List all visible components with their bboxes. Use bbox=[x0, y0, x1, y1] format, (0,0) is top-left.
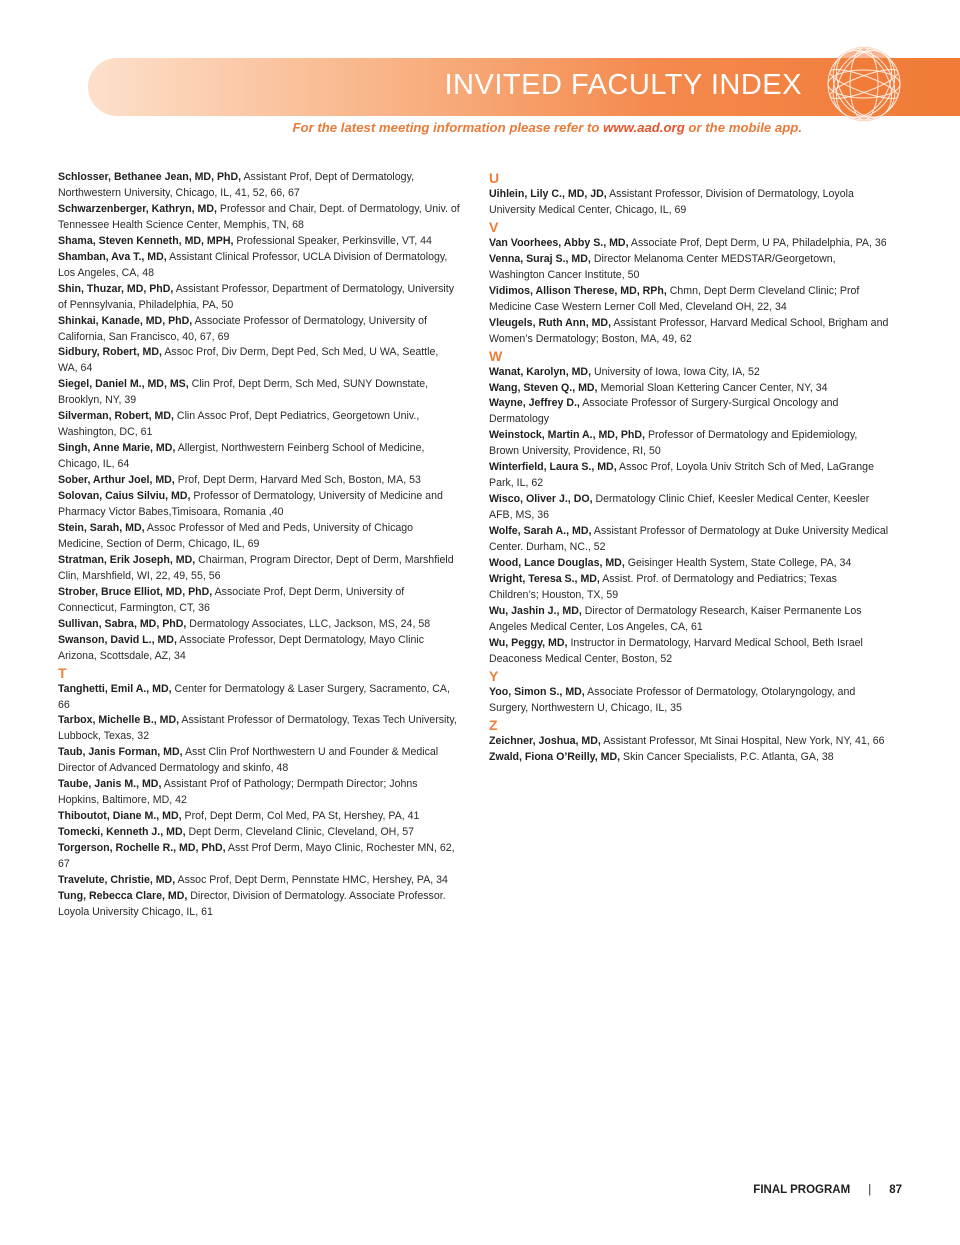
faculty-affiliation: Clin Assoc Prof, Dept Pediatrics, Georgetown Univ., Washington, DC, 61 bbox=[58, 410, 420, 439]
faculty-name: Tomecki, Kenneth J., MD, bbox=[58, 826, 186, 839]
faculty-entry bbox=[58, 553, 460, 585]
faculty-affiliation: Assistant Professor, Department of Dermatology, University of Pennsylvania, Philadelphia, PA, 50 bbox=[58, 282, 455, 311]
faculty-entry bbox=[58, 314, 460, 346]
faculty-entry bbox=[58, 682, 460, 714]
faculty-entry bbox=[489, 428, 889, 460]
faculty-name: Shamban, Ava T., MD, bbox=[58, 250, 167, 263]
section-letter: Z bbox=[489, 716, 498, 733]
faculty-affiliation: Associate Professor, Dept Dermatology, Mayo Clinic Arizona, Scottsdale, AZ, 34 bbox=[58, 633, 424, 662]
faculty-list-right-column bbox=[489, 170, 889, 766]
faculty-entry bbox=[58, 282, 460, 314]
faculty-name: Torgerson, Rochelle R., MD, PhD, bbox=[58, 842, 226, 855]
faculty-name: Strober, Bruce Elliot, MD, PhD, bbox=[58, 585, 213, 598]
faculty-name: Silverman, Robert, MD, bbox=[58, 410, 174, 423]
faculty-affiliation: Director of Dermatology Research, Kaiser Permanente Los Angeles Medical Center, Los Angeles, CA, 61 bbox=[489, 604, 862, 633]
faculty-name: Stratman, Erik Joseph, MD, bbox=[58, 553, 196, 566]
faculty-entry bbox=[58, 489, 460, 521]
faculty-entry bbox=[489, 734, 889, 750]
faculty-entry bbox=[489, 236, 889, 252]
faculty-entry bbox=[489, 750, 889, 766]
faculty-entry bbox=[58, 521, 460, 553]
faculty-entry bbox=[489, 381, 889, 397]
faculty-name: Wang, Steven Q., MD, bbox=[489, 381, 598, 394]
faculty-entry bbox=[58, 234, 460, 250]
faculty-affiliation: Chmn, Dept Derm Cleveland Clinic; Prof Medicine Case Western Lerner Coll Med, Cleveland OH, 22, 34 bbox=[489, 284, 860, 313]
faculty-name: Vidimos, Allison Therese, MD, RPh, bbox=[489, 284, 667, 297]
faculty-name: Wright, Teresa S., MD, bbox=[489, 572, 600, 585]
faculty-name: Sober, Arthur Joel, MD, bbox=[58, 474, 175, 487]
faculty-name: Tanghetti, Emil A., MD, bbox=[58, 682, 172, 695]
faculty-affiliation: Dept Derm, Cleveland Clinic, Cleveland, OH, 57 bbox=[188, 826, 415, 839]
faculty-entry bbox=[58, 809, 460, 825]
faculty-name: Yoo, Simon S., MD, bbox=[489, 685, 585, 698]
faculty-entry bbox=[489, 284, 889, 316]
faculty-name: Zwald, Fiona O’Reilly, MD, bbox=[489, 750, 621, 763]
faculty-name: Wisco, Oliver J., DO, bbox=[489, 493, 593, 506]
faculty-entry bbox=[489, 187, 889, 219]
faculty-name: Thiboutot, Diane M., MD, bbox=[58, 810, 182, 823]
faculty-affiliation: Assoc Prof, Loyola Univ Stritch Sch of Med, LaGrange Park, IL, 62 bbox=[489, 461, 874, 490]
faculty-entry bbox=[58, 473, 460, 489]
faculty-name: Vleugels, Ruth Ann, MD, bbox=[489, 316, 612, 329]
faculty-entry bbox=[489, 556, 889, 572]
faculty-name: Wolfe, Sarah A., MD, bbox=[489, 525, 592, 538]
faculty-entry bbox=[489, 685, 889, 717]
faculty-entry bbox=[58, 617, 460, 633]
faculty-entry bbox=[58, 202, 460, 234]
faculty-affiliation: Assistant Professor of Dermatology, Texas Tech University, Lubbock, Texas, 32 bbox=[58, 714, 457, 743]
faculty-entry bbox=[58, 585, 460, 617]
faculty-affiliation: Asst Prof Derm, Mayo Clinic, Rochester MN, 62, 67 bbox=[58, 842, 455, 871]
faculty-name: Wanat, Karolyn, MD, bbox=[489, 365, 592, 378]
faculty-entry bbox=[58, 345, 460, 377]
faculty-affiliation: Assistant Prof, Dept of Dermatology, Northwestern University, Chicago, IL, 41, 52, 66, 67 bbox=[58, 171, 415, 199]
faculty-name: Siegel, Daniel M., MD, MS, bbox=[58, 378, 189, 391]
faculty-affiliation: Associate Prof, Dept Derm, University of Connecticut, Farmington, CT, 36 bbox=[58, 585, 405, 614]
faculty-entry bbox=[489, 636, 889, 668]
notice-prefix: For the latest meeting information please refer to bbox=[292, 120, 600, 135]
footer-separator: | bbox=[868, 1184, 872, 1196]
faculty-entry bbox=[58, 441, 460, 473]
faculty-affiliation: Prof, Dept Derm, Col Med, PA St, Hershey, PA, 41 bbox=[184, 810, 420, 823]
faculty-entry bbox=[58, 841, 460, 873]
faculty-affiliation: Assistant Professor, Harvard Medical School, Brigham and Women’s Dermatology; Boston, MA, 49, 62 bbox=[489, 316, 889, 345]
faculty-affiliation: Assist. Prof. of Dermatology and Pediatrics; Texas Children’s; Houston, TX, 59 bbox=[489, 572, 837, 601]
faculty-affiliation: Instructor in Dermatology, Harvard Medical School, Beth Israel Deaconess Medical Center, Boston, 52 bbox=[489, 636, 863, 665]
faculty-affiliation: Center for Dermatology & Laser Surgery, Sacramento, CA, 66 bbox=[58, 682, 450, 711]
faculty-name: Schlosser, Bethanee Jean, MD, PhD, bbox=[58, 171, 242, 183]
faculty-name: Taub, Janis Forman, MD, bbox=[58, 746, 183, 759]
faculty-affiliation: Asst Clin Prof Northwestern U and Founder & Medical Director of Advanced Dermatology and skinfo, 48 bbox=[58, 746, 439, 775]
faculty-affiliation: Allergist, Northwestern Feinberg School of Medicine, Chicago, IL, 64 bbox=[58, 442, 425, 471]
notice-suffix: or the mobile app. bbox=[688, 120, 802, 135]
faculty-name: Singh, Anne Marie, MD, bbox=[58, 442, 176, 455]
faculty-affiliation: Assoc Prof, Dept Derm, Pennstate HMC, Hershey, PA, 34 bbox=[177, 873, 448, 886]
faculty-name: Sidbury, Robert, MD, bbox=[58, 346, 162, 359]
faculty-affiliation: Memorial Sloan Kettering Cancer Center, NY, 34 bbox=[600, 381, 828, 394]
faculty-affiliation: Director, Division of Dermatology. Associate Professor. Loyola University Chicago, IL, 61 bbox=[58, 889, 446, 918]
faculty-entry bbox=[489, 604, 889, 636]
faculty-entry bbox=[58, 745, 460, 777]
meeting-info-notice bbox=[0, 120, 802, 135]
faculty-name: Shama, Steven Kenneth, MD, MPH, bbox=[58, 234, 234, 247]
faculty-affiliation: Associate Professor of Surgery-Surgical Oncology and Dermatology bbox=[489, 397, 839, 426]
faculty-entry bbox=[489, 572, 889, 604]
faculty-affiliation: Associate Professor of Dermatology, University of California, San Francisco, 40, 67, 69 bbox=[58, 314, 427, 343]
faculty-affiliation: Director Melanoma Center MEDSTAR/Georgetown, Washington Cancer Institute, 50 bbox=[489, 252, 836, 281]
section-letter: U bbox=[489, 170, 500, 186]
page-title: INVITED FACULTY INDEX bbox=[444, 69, 802, 101]
faculty-name: Stein, Sarah, MD, bbox=[58, 521, 145, 534]
faculty-affiliation: Dermatology Clinic Chief, Keesler Medical Center, Keesler AFB, MS, 36 bbox=[489, 493, 870, 522]
faculty-entry bbox=[489, 460, 889, 492]
section-letter: T bbox=[58, 664, 67, 681]
faculty-affiliation: Professional Speaker, Perkinsville, VT, 44 bbox=[236, 234, 432, 247]
faculty-entry bbox=[58, 825, 460, 841]
globe-logo bbox=[824, 44, 904, 124]
faculty-affiliation: Assistant Professor of Dermatology at Duke University Medical Center. Durham, NC., 52 bbox=[489, 525, 889, 554]
section-letter: W bbox=[489, 347, 503, 364]
faculty-affiliation: Prof, Dept Derm, Harvard Med Sch, Boston, MA, 53 bbox=[177, 474, 421, 487]
faculty-name: Swanson, David L., MD, bbox=[58, 633, 177, 646]
faculty-name: Van Voorhees, Abby S., MD, bbox=[489, 236, 629, 249]
faculty-name: Sullivan, Sabra, MD, PhD, bbox=[58, 617, 187, 630]
faculty-name: Uihlein, Lily C., MD, JD, bbox=[489, 188, 607, 200]
faculty-name: Shin, Thuzar, MD, PhD, bbox=[58, 282, 174, 295]
footer-label: FINAL PROGRAM bbox=[753, 1184, 851, 1196]
faculty-name: Taube, Janis M., MD, bbox=[58, 778, 162, 791]
faculty-affiliation: Professor of Dermatology and Epidemiology, Brown University, Providence, RI, 50 bbox=[489, 429, 858, 458]
section-letter: Y bbox=[489, 667, 499, 684]
faculty-name: Solovan, Caius Silviu, MD, bbox=[58, 490, 191, 503]
faculty-affiliation: Chairman, Program Director, Dept of Derm, Marshfield Clin, Marshfield, WI, 22, 49, 55, 56 bbox=[58, 553, 454, 582]
faculty-name: Wayne, Jeffrey D., bbox=[489, 397, 580, 410]
faculty-affiliation: Professor of Dermatology, University of Medicine and Pharmacy Victor Babes,Timisoara, Romania ,40 bbox=[58, 490, 443, 519]
faculty-entry bbox=[489, 492, 889, 524]
faculty-entry bbox=[489, 396, 889, 428]
faculty-name: Wu, Jashin J., MD, bbox=[489, 604, 582, 617]
faculty-name: Schwarzenberger, Kathryn, MD, bbox=[58, 202, 217, 215]
faculty-affiliation: Assoc Professor of Med and Peds, University of Chicago Medicine, Section of Derm, Chicago, IL, 69 bbox=[58, 521, 414, 550]
faculty-entry bbox=[58, 170, 460, 202]
faculty-entry bbox=[489, 365, 889, 381]
faculty-entry bbox=[58, 889, 460, 921]
faculty-affiliation: Assistant Clinical Professor, UCLA Division of Dermatology, Los Angeles, CA, 48 bbox=[58, 250, 448, 279]
faculty-affiliation: Associate Professor of Dermatology, Otolaryngology, and Surgery, Northwestern U, Chicago, IL, 35 bbox=[489, 685, 856, 714]
faculty-affiliation: Assistant Professor, Division of Dermatology, Loyola University Medical Center, Chicago, IL, 69 bbox=[489, 188, 854, 216]
faculty-name: Winterfield, Laura S., MD, bbox=[489, 461, 617, 474]
faculty-affiliation: Assoc Prof, Div Derm, Dept Ped, Sch Med, U WA, Seattle, WA, 64 bbox=[58, 346, 439, 375]
faculty-entry bbox=[489, 524, 889, 556]
faculty-affiliation: Assistant Prof of Pathology; Dermpath Director; Johns Hopkins, Baltimore, MD, 42 bbox=[58, 778, 418, 807]
page-footer bbox=[753, 1184, 902, 1196]
faculty-affiliation: Dermatology Associates, LLC, Jackson, MS, 24, 58 bbox=[189, 617, 431, 630]
faculty-entry bbox=[58, 873, 460, 889]
faculty-name: Weinstock, Martin A., MD, PhD, bbox=[489, 429, 645, 442]
faculty-affiliation: Geisinger Health System, State College, PA, 34 bbox=[627, 557, 852, 570]
faculty-entry bbox=[58, 409, 460, 441]
faculty-affiliation: Clin Prof, Dept Derm, Sch Med, SUNY Downstate, Brooklyn, NY, 39 bbox=[58, 378, 429, 407]
faculty-name: Tung, Rebecca Clare, MD, bbox=[58, 889, 188, 902]
faculty-entry bbox=[58, 777, 460, 809]
faculty-entry bbox=[489, 252, 889, 284]
faculty-list-left-column bbox=[58, 170, 460, 921]
faculty-affiliation: Assistant Professor, Mt Sinai Hospital, New York, NY, 41, 66 bbox=[603, 734, 885, 747]
faculty-name: Travelute, Christie, MD, bbox=[58, 873, 176, 886]
faculty-affiliation: Skin Cancer Specialists, P.C. Atlanta, GA, 38 bbox=[623, 750, 834, 763]
page-number: 87 bbox=[889, 1184, 902, 1196]
faculty-name: Wood, Lance Douglas, MD, bbox=[489, 557, 625, 570]
faculty-affiliation: Associate Prof, Dept Derm, U PA, Philadelphia, PA, 36 bbox=[630, 236, 887, 249]
faculty-affiliation: Professor and Chair, Dept. of Dermatology, Univ. of Tennessee Health Science Center, Memphis, TN, 68 bbox=[58, 202, 460, 231]
faculty-name: Wu, Peggy, MD, bbox=[489, 636, 568, 649]
faculty-entry bbox=[58, 250, 460, 282]
faculty-entry bbox=[58, 713, 460, 745]
faculty-affiliation: University of Iowa, Iowa City, IA, 52 bbox=[593, 365, 760, 378]
faculty-name: Venna, Suraj S., MD, bbox=[489, 252, 591, 265]
faculty-entry bbox=[58, 633, 460, 665]
faculty-entry bbox=[58, 377, 460, 409]
faculty-name: Shinkai, Kanade, MD, PhD, bbox=[58, 314, 193, 327]
aad-website-link[interactable]: www.aad.org bbox=[603, 120, 685, 135]
section-letter: V bbox=[489, 218, 499, 235]
faculty-name: Zeichner, Joshua, MD, bbox=[489, 734, 601, 747]
faculty-name: Tarbox, Michelle B., MD, bbox=[58, 714, 180, 727]
faculty-entry bbox=[489, 316, 889, 348]
